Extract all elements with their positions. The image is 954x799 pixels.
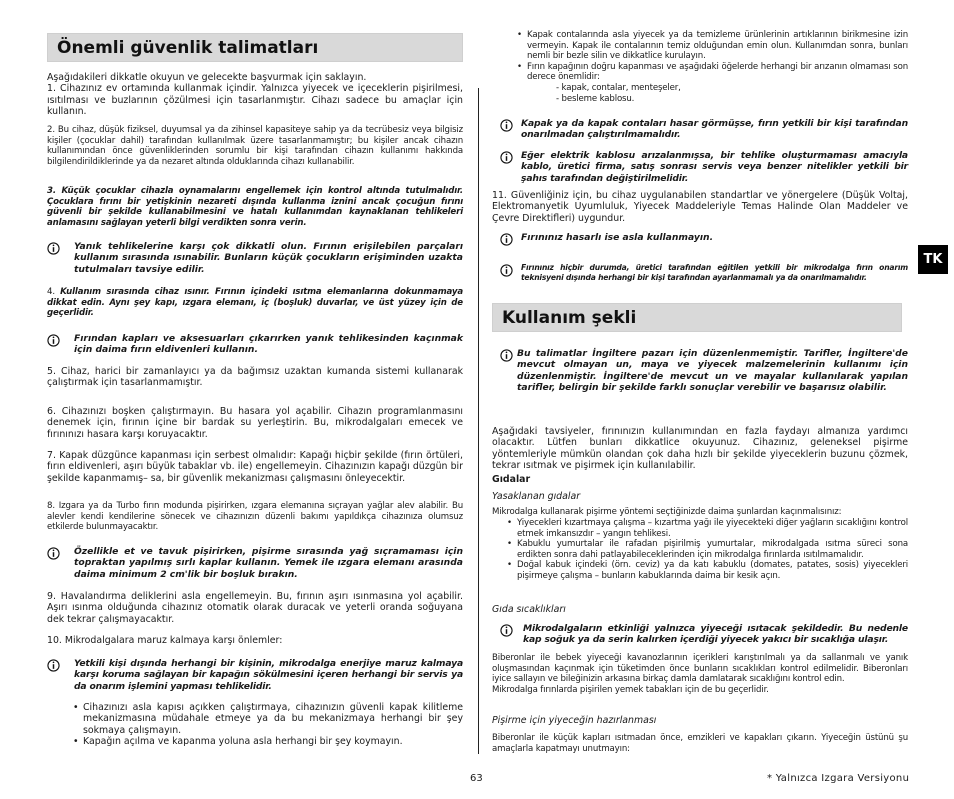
sub-item: - besleme kablosu. <box>556 93 635 104</box>
bullet-list-forbidden <box>506 518 908 582</box>
note-text: Fırından kapları ve aksesuarları çıkarırken yanık tehlikesinden kaçınmak için daima fırın eldivenleri kullanın. <box>74 333 463 356</box>
list-item: • Kabuklu yumurtalar ile rafadan pişirilmiş yumurtalar, mikrodalgada ısıtma süreci sona erdikten sonra dahi patlayabileceklerinden için mikrodalga fırınlarda ısıtılmamalıdır. <box>506 539 908 560</box>
intro-text <box>47 72 463 117</box>
info-icon <box>500 119 513 132</box>
paragraph-4 <box>47 287 463 319</box>
note-text: Eğer elektrik kablosu arızalanmışsa, bir tehlike oluşturmaması amacıyla kablo, üretici firma, satış sonrası servis veya benzer nitelikler yetkili bir şahıs tarafından değiştirilmelidir. <box>521 150 908 184</box>
note-text: Bu talimatlar İngiltere pazarı için düzenlenmemiştir. Tarifler, İngiltere'de mevcut olmayan un, maya ve yiyecek malzemelerinin kullanımı için düzenlenmiştir. İngiltere'de mevcut un ve mayalar kullanılarak yapılan tarifler, belirgin bir şekilde farklı sonuçlar verebilir ve başarısız olabilir. <box>517 348 908 393</box>
food-heading: Gıdalar <box>492 474 531 485</box>
paragraph-10: 10. Mikrodalgalara maruz kalmaya karşı önlemler: <box>47 635 283 646</box>
bullet-list-door <box>72 702 463 747</box>
note-text: Yetkili kişi dışında herhangi bir kişinin, mikrodalga enerjiye maruz kalmaya karşı koruma sağlayan bir kapağın sökülmesini içeren herhangi bir servis ya da onarım işlemini yapması tehlikelidir. <box>74 658 463 692</box>
info-icon <box>500 151 513 164</box>
paragraph-4-number: 4. <box>47 287 55 297</box>
note-burn-risk <box>47 241 463 281</box>
paragraph-9: 9. Havalandırma deliklerini asla engellemeyin. Bu, fırının aşırı ısınmasına yol açabilir. Aşırı ısınma olduğunda cihazınız otomatik olarak duracak ve yeterli oranda soğuyana dek tekrar çalışmayacaktır. <box>47 591 463 625</box>
language-tab: TK <box>918 245 948 274</box>
section-heading-usage: Kullanım şekli <box>492 303 902 332</box>
info-icon <box>500 264 513 277</box>
paragraph-1: 1. Cihazınız ev ortamında kullanmak içindir. Yalnızca yiyecek ve içeceklerin pişirilmesi, ısıtılması ve buzlarının çözülmesi için tasarlanmıştır. Cihazı sadece bu amaçlar için kullanın. <box>47 83 463 117</box>
note-text: Kapak ya da kapak contaları hasar görmüşse, fırın yetkili bir kişi tarafından onarılmadan çalıştırılmamalıdır. <box>521 118 908 141</box>
column-divider <box>478 88 479 754</box>
paragraph-5: 5. Cihaz, harici bir zamanlayıcı ya da bağımsız uzaktan kumanda sistemi kullanarak çalıştırmak için tasarlanmamıştır. <box>47 366 463 389</box>
paragraph-baby-2: Mikrodalga fırınlarda pişirilen yemek tabakları için de bu geçerlidir. <box>492 684 769 695</box>
paragraph-advice: Aşağıdaki tavsiyeler, fırınınızın kullanımından en fazla faydayı almanıza yardımcı olacaktır. Lütfen bunları dikkatlice okuyunuz. Cihazınız, geleneksel pişirme yöntemleriyle mümkün olandan çok daha hızlı bir şekilde yiyeceklerin buzunu çözmek, tekrar ısıtmak ve pişirmek için kullanılabilir. <box>492 426 908 471</box>
footnote: * Yalnızca Izgara Versiyonu <box>767 773 910 784</box>
list-item: • Doğal kabuk içindeki (örn. ceviz) ya da katı kabuklu (domates, patates, sosis) yiyecekleri pişirmeye çalışma – bunların kabuklarında daima bir kesik açın. <box>506 560 908 581</box>
note-text: Yanık tehlikelerine karşı çok dikkatli olun. Fırının erişilebilen parçaları kullanım sırasında ısınabilir. Bunların küçük çocukların erişiminden uzakta tutulmaları tavsiye edilir. <box>74 241 463 275</box>
section-heading-safety: Önemli güvenlik talimatları <box>47 33 463 62</box>
note-fat-splash <box>47 546 463 586</box>
note-damaged-door <box>500 118 908 146</box>
info-icon <box>47 547 60 560</box>
info-icon <box>47 659 60 672</box>
paragraph-baby-1: Biberonlar ile bebek yiyeceği kavanozlarının içerikleri karıştırılmalı ya da sallanmalı ve yanık oluşmasından kaçınmak için tüketimden önce bunların sıcaklıkları kontrol edilmelidir. Biberonları iyice sallayın ve bileğinizin arkasına birkaç damla damlatarak sıcaklığını kontrol edin. <box>492 653 908 685</box>
info-icon <box>500 624 513 637</box>
paragraph-forbidden: Mikrodalga kullanarak pişirme yöntemi seçtiğinizde daima şunlardan kaçınmalısınız: <box>492 507 842 517</box>
note-power-cable <box>500 150 908 186</box>
info-icon <box>500 233 513 246</box>
note-oven-gloves <box>47 333 463 361</box>
bullet-list-seals <box>516 30 908 104</box>
note-text: Özellikle et ve tavuk pişirirken, pişirme sırasında yağ sıçramaması için topraktan yapılmış sırlı kaplar kullanın. Yemek ile ızgara elemanı arasında daima minimum 2 cm'lik bir boşluk bırakın. <box>74 546 463 580</box>
note-text: Mikrodalgaların etkinliği yalnızca yiyeceği ısıtacak şekildedir. Bu nedenle kap soğuk ya da serin kalırken içerdiği yiyecek yakıcı bir sıcaklığa ulaşır. <box>523 623 908 646</box>
sub-item: - kapak, contalar, menteşeler, <box>556 82 681 93</box>
forbidden-food-heading: Yasaklanan gıdalar <box>492 491 581 502</box>
paragraph-8: 8. Izgara ya da Turbo fırın modunda pişirirken, ızgara elemanına sıçrayan yağlar alev alabilir. Bu alevler kendi kendilerine sönecek ve cihazınızın düzenli bakımı yapıldıkça cihazınıza olumsuz etkilerde bulunmayacaktır. <box>47 501 463 533</box>
page-number: 63 <box>470 773 483 784</box>
note-authorized-service <box>47 658 463 698</box>
list-item: • Cihazınızı asla kapısı açıkken çalıştırmaya, cihazınızın güvenli kapak kilitleme mekanizmasına müdahale etmeye ya da bu mekanizmaya herhangi bir şey sokmaya çalışmayın. <box>72 702 463 736</box>
containers-heading: Pişirme için yiyeceğin hazırlanması <box>492 715 657 726</box>
paragraph-11: 11. Güvenliğiniz için, bu cihaz uygulanabilen standartlar ve yönergelere (Düşük Voltaj, Elektromanyetik Uyumluluk, Yiyecek Maddeleriyle Temas Halinde Olan Maddeler ve Çevre Direktifleri) uygundur. <box>492 190 908 224</box>
info-icon <box>47 334 60 347</box>
info-icon <box>500 349 513 362</box>
paragraph-7: 7. Kapak düzgünce kapanması için serbest olmalıdır: Kapağı hiçbir şekilde (fırın örtüleri, fırın eldivenleri, aşırı büyük tabaklar vb. ile) engellemeyin. Cihazınızın kapağı düzgün bir şekilde kapanmamış– sa, bir güvenlik mekanizması çalışmasını önleyecektir. <box>47 450 463 484</box>
note-uk-recipes <box>500 348 908 412</box>
paragraph-4-text: Kullanım sırasında cihaz ısınır. Fırının içindeki ısıtma elemanlarına dokunmamaya dikkat edin. Aynı şey kapı, ızgara elemanı, iç (boşluk) duvarlar, ve üst yüzey için de geçerlidir. <box>47 287 463 319</box>
list-item: • Kapak contalarında asla yiyecek ya da temizleme ürünlerinin artıklarının birikmesine izin vermeyin. Kapak ile contalarının temiz olduğundan emin olun. Kullanımdan sonra, bunları nemli bir bezle silin ve dikkatlice kurulayın. <box>516 30 908 62</box>
food-temperature-heading: Gıda sıcaklıkları <box>492 604 566 615</box>
paragraph-2: 2. Bu cihaz, düşük fiziksel, duyumsal ya da zihinsel kapasiteye sahip ya da tecrübesiz veya bilgisiz kişiler (çocuklar dahil) tarafından kullanılmak üzere tasarlanmamıştır; bu kişiler ancak cihazın kullanımından önce güvenliklerinden sorumlu bir kişi tarafından cihazın kullanımı hakkında bilgilendirildiklerinde ya da nezaret altında olduklarında cihazı kullanabilir. <box>47 125 463 167</box>
note-food-temperature <box>500 623 908 647</box>
note-text: Fırınınız hiçbir durumda, üretici tarafından eğitilen yetkili bir mikrodalga fırın onarım teknisyeni dışında herhangi bir kişi tarafından ayarlanmamalı ya da onarılmamalıdır. <box>521 263 908 282</box>
note-text: Fırınınız hasarlı ise asla kullanmayın. <box>521 232 714 243</box>
paragraph-6: 6. Cihazınızı boşken çalıştırmayın. Bu hasara yol açabilir. Cihazın programlanmasını denemek için, fırının içine bir bardak su yerleştirin. Bu, mikrodalgaları emecek ve fırınınızı hasara karşı koruyacaktır. <box>47 406 463 440</box>
info-icon <box>47 242 60 255</box>
list-item: • Fırın kapağının doğru kapanması ve aşağıdaki öğelerde herhangi bir arızanın olmaması son derece önemlidir: <box>516 62 908 83</box>
note-repair-technician <box>500 263 908 289</box>
list-item: • Yiyecekleri kızartmaya çalışma – kızartma yağı ile yiyecekteki diğer yağların sıcaklığını kontrol etmek imkansızdır – yangın tehlikesi. <box>506 518 908 539</box>
paragraph-3: 3. Küçük çocuklar cihazla oynamalarını engellemek için kontrol altında tutulmalıdır. Çocuklara fırını bir yetişkinin nezareti dışında kullanma iznini ancak çocuğun fırını güvenli bir şekilde kullanabilmesini ve hatalı kullanımdan kaynaklanan tehlikeleri anlamasını sağlayan yeterli bilgi verdikten sonra verin. <box>47 186 463 228</box>
note-damaged-oven <box>500 232 908 246</box>
paragraph-baby-bottles <box>492 653 908 695</box>
paragraph-containers: Biberonlar ile küçük kapları ısıtmadan önce, emzikleri ve kapakları çıkarın. Yiyeceğin üstünü şu amaçlarla kapatmayı unutmayın: <box>492 733 908 754</box>
paragraph-intro: Aşağıdakileri dikkatle okuyun ve gelecekte başvurmak için saklayın. <box>47 72 367 83</box>
list-item: • Kapağın açılma ve kapanma yoluna asla herhangi bir şey koymayın. <box>72 736 463 747</box>
